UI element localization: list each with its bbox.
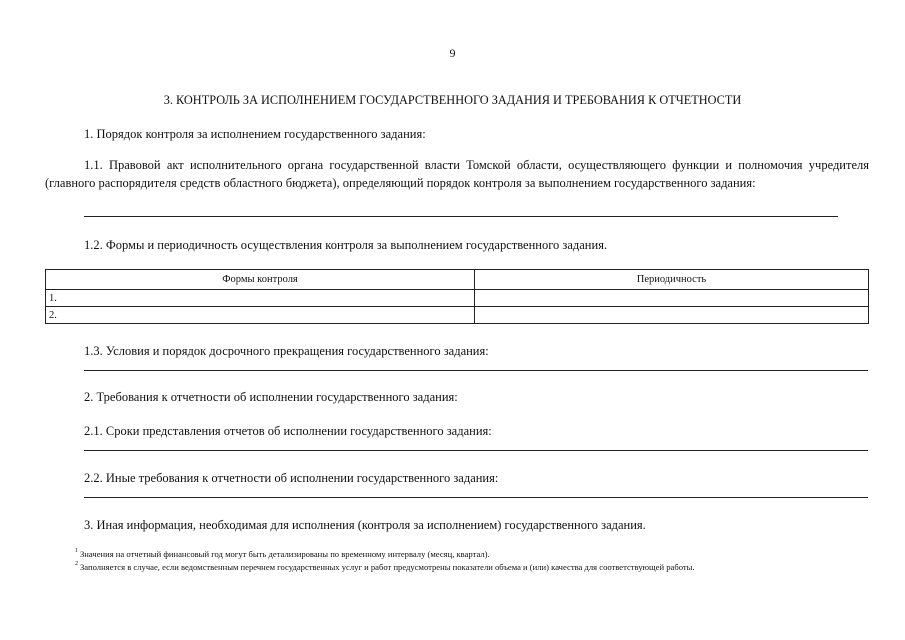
footnote-1-text: Значения на отчетный финансовый год могут быть детализированы по временному интервалу (месяц, квартал). — [80, 549, 490, 559]
item-1-heading: 1. Порядок контроля за исполнением государственного задания: — [84, 127, 426, 141]
header-forms: Формы контроля — [46, 270, 475, 290]
fill-line-1-3 — [84, 370, 868, 371]
footnote-2 — [75, 562, 695, 572]
table-row — [46, 307, 869, 324]
item-1-2-heading: 1.2. Формы и периодичность осуществления контроля за выполнением государственного задания. — [84, 238, 608, 252]
cell-period — [475, 290, 869, 307]
cell-form: 2. — [46, 307, 475, 324]
footnote-1-mark: 1 — [75, 548, 78, 554]
cell-period — [475, 307, 869, 324]
item-1-1-paragraph: 1.1. Правовой акт исполнительного органа государственной власти Томской области, осуществляющего функции и полномочия учредителя (главного распорядителя средств областного бюджета), определяющий порядок контроля за выполнением государственного задания: — [45, 158, 869, 190]
control-forms-table — [45, 269, 869, 324]
table-header-row — [46, 270, 869, 290]
fill-line-2-1 — [84, 450, 868, 451]
footnote-2-mark: 2 — [75, 561, 78, 567]
fill-line-1-1 — [84, 216, 838, 217]
item-3-heading: 3. Иная информация, необходимая для исполнения (контроля за исполнением) государственного задания. — [84, 518, 646, 532]
item-2-heading: 2. Требования к отчетности об исполнении государственного задания: — [84, 390, 458, 404]
cell-form: 1. — [46, 290, 475, 307]
item-2-2-heading: 2.2. Иные требования к отчетности об исполнении государственного задания: — [84, 471, 499, 485]
footnote-2-text: Заполняется в случае, если ведомственным перечнем государственных услуг и работ предусмотрены показатели объема и (или) качества для соответствующей работы. — [80, 562, 695, 572]
footnote-1 — [75, 549, 490, 559]
item-2-1-heading: 2.1. Сроки представления отчетов об исполнении государственного задания: — [84, 424, 492, 438]
section-heading: 3. КОНТРОЛЬ ЗА ИСПОЛНЕНИЕМ ГОСУДАРСТВЕННОГО ЗАДАНИЯ И ТРЕБОВАНИЯ К ОТЧЕТНОСТИ — [163, 93, 742, 107]
header-periodicity: Периодичность — [475, 270, 869, 290]
fill-line-2-2 — [84, 497, 868, 498]
item-1-3-heading: 1.3. Условия и порядок досрочного прекращения государственного задания: — [84, 344, 489, 358]
table-row — [46, 290, 869, 307]
page-number: 9 — [449, 46, 456, 60]
